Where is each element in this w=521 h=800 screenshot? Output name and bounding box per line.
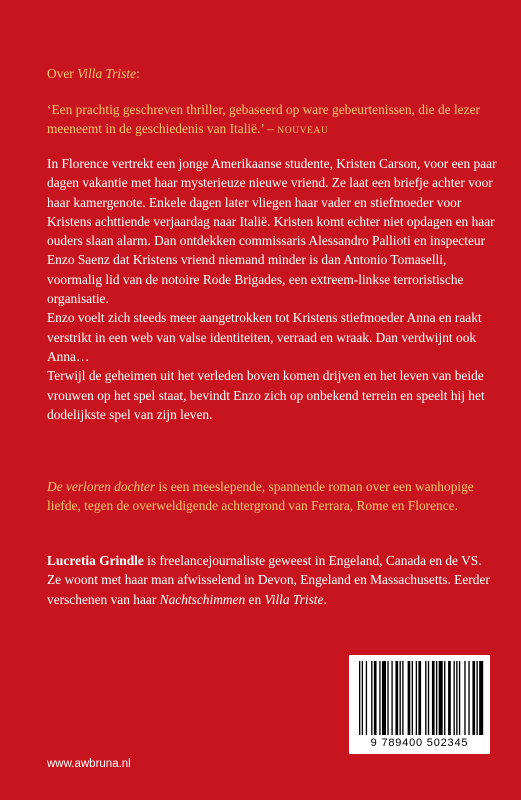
barcode-number: 9 789400 502345 [370, 737, 469, 749]
barcode [349, 655, 490, 754]
barcode-bar [425, 661, 426, 735]
barcode-bar [444, 661, 445, 735]
barcode-bar [362, 661, 363, 735]
barcode-bar [476, 661, 477, 735]
barcode-bar [366, 661, 367, 735]
barcode-bar [382, 661, 386, 735]
barcode-bar [448, 661, 451, 735]
barcode-bar [412, 661, 413, 735]
over-heading [47, 64, 497, 83]
author-bio [47, 551, 497, 609]
quote-text: ‘Een prachtig geschreven thriller, gebaseerd op ware gebeurtenissen, die de lezer meeneemt in de geschiedenis van Italië.’ – [47, 102, 480, 137]
barcode-bar [374, 661, 377, 735]
tagline [47, 477, 497, 516]
book-title-2: Villa Triste [264, 591, 324, 607]
barcode-bar [436, 661, 437, 735]
barcode-bar [439, 661, 443, 735]
barcode-bar [395, 661, 398, 735]
barcode-bar [432, 661, 435, 735]
barcode-bar [400, 661, 401, 735]
barcode-bar [472, 661, 475, 735]
author-bio-text: is freelancejournaliste geweest in Engeland, Canada en de VS. Ze woont met haar man afwisselend in Devon, Engeland en Massachusetts. Eerder verschenen van haar [47, 553, 490, 607]
barcode-bar [408, 661, 411, 735]
tagline-text: is een meeslepende, spannende roman over een wanhopige liefde, tegen de overweldigende achtergrond van Ferrara, Rome en Florence. [47, 479, 474, 514]
barcode-bar [418, 661, 421, 735]
press-quote [47, 100, 497, 142]
synopsis-paragraph-3: Terwijl de geheimen uit het verleden boven komen drijven en het leven van beide vrouwen op het spel staat, bevindt Enzo zich op onbekend terrein en speelt hij het dodelijkste spel van zijn leven. [47, 368, 485, 422]
barcode-bar [459, 661, 460, 735]
barcode-bar [416, 661, 417, 735]
synopsis [47, 154, 497, 424]
book-title-1: Nachtschimmen [159, 591, 246, 607]
barcode-bar [402, 661, 403, 735]
synopsis-paragraph-1: In Florence vertrekt een jonge Amerikaanse studente, Kristen Carson, voor een paar dagen vakantie met haar mysterieuze nieuwe vriend. Ze laat een briefje achter voor haar kamergenote. Enkele dagen later vliegen haar vader en stiefmoeder voor Kristens achttiende verjaardag naar Italië. Kristen komt echter niet opdagen en haar ouders slaan alarm. Dan ontdekken commissaris Alessandro Pallioti en inspecteur Enzo Saenz dat Kristens vriend niemand minder is dan Antonio Tomaselli, voormalig lid van de notoire Rode Brigades, een extreem-linkse terroristische organisatie. [47, 156, 497, 307]
barcode-bar [428, 661, 429, 735]
barcode-bar [387, 661, 388, 735]
barcode-bar [379, 661, 380, 735]
barcode-bar [456, 661, 457, 735]
barcode-bar [359, 661, 360, 735]
barcode-bar [468, 661, 469, 735]
over-prefix: Over [47, 66, 78, 81]
quote-source: NOUVEAU [277, 126, 329, 137]
publisher-website: www.awbruna.nl [47, 758, 131, 770]
over-title: Villa Triste [77, 66, 137, 81]
author-name: Lucretia Grindle [47, 553, 144, 568]
author-bio-text-2: en [245, 591, 265, 607]
barcode-bar [371, 661, 372, 735]
author-bio-text-3: . [323, 591, 327, 607]
barcode-bar [479, 661, 483, 735]
barcode-bar [454, 661, 455, 735]
tagline-title: De verloren dochter [47, 479, 156, 494]
barcode-bar [391, 661, 392, 735]
synopsis-paragraph-2: Enzo voelt zich steeds meer aangetrokken tot Kristens stiefmoeder Anna en raakt verstrikt in een web van valse identiteiten, verraad en wraak. Dan verdwijnt ook Anna… [47, 310, 482, 364]
barcode-bar [464, 661, 465, 735]
over-suffix: : [136, 66, 140, 81]
